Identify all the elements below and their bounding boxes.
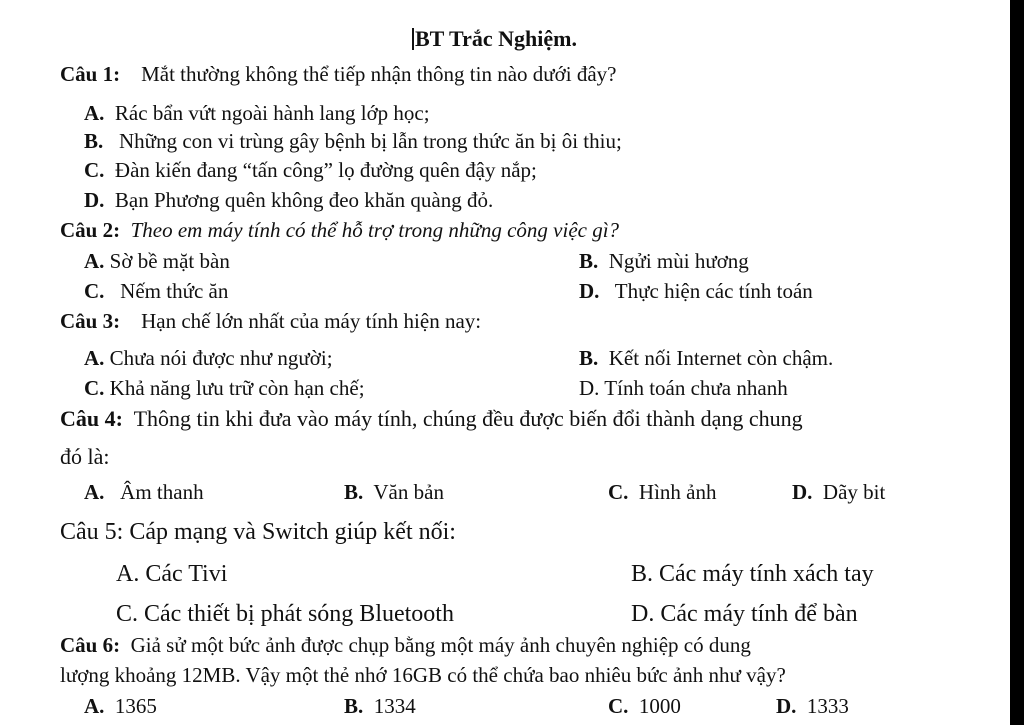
q3-option-b (579, 346, 833, 370)
document-title (412, 27, 577, 51)
question-6 (60, 633, 751, 657)
q5-option-c: C. Các thiết bị phát sóng Bluetooth (116, 601, 454, 627)
question-1-text: Mắt thường không thể tiếp nhận thông tin nào dưới đây? (141, 62, 617, 86)
option-text: Hình ảnh (638, 480, 717, 504)
option-text: D. Tính toán chưa nhanh (579, 376, 788, 400)
option-text: Khả năng lưu trữ còn hạn chế; (109, 376, 365, 400)
q2-option-b (579, 249, 749, 273)
option-letter: D. (776, 694, 797, 718)
option-text: Nếm thức ăn (120, 279, 229, 303)
question-3 (60, 309, 481, 333)
option-letter: C. (84, 158, 105, 182)
q5-option-a: A. Các Tivi (116, 561, 228, 587)
q6-option-c (608, 694, 681, 718)
question-6-line2: lượng khoảng 12MB. Vậy một thẻ nhớ 16GB có thể chứa bao nhiêu bức ảnh như vậy? (60, 663, 786, 687)
q2-option-a (84, 249, 230, 273)
option-letter: C. (608, 480, 629, 504)
option-text: Bạn Phương quên không đeo khăn quàng đỏ. (114, 188, 494, 212)
option-text: Kết nối Internet còn chậm. (608, 346, 834, 370)
q4-option-b (344, 480, 444, 504)
option-letter: B. (344, 694, 364, 718)
question-5: Câu 5: Cáp mạng và Switch giúp kết nối: (60, 519, 456, 545)
question-1 (60, 62, 617, 86)
option-letter: D. (579, 279, 600, 303)
question-4-label: Câu 4: (60, 406, 123, 431)
option-letter: A. (84, 101, 105, 125)
question-2-text: Theo em máy tính có thể hỗ trợ trong những công việc gì? (130, 218, 620, 242)
option-letter: B. (84, 129, 104, 153)
option-letter: D. (792, 480, 813, 504)
option-letter: C. (608, 694, 629, 718)
q6-option-d (776, 694, 849, 718)
question-6-text-line1: Giả sử một bức ảnh được chụp bằng một máy ảnh chuyên nghiệp có dung (130, 633, 751, 657)
option-letter: A. (84, 694, 105, 718)
q1-option-d (84, 188, 493, 212)
q1-option-a (84, 101, 430, 125)
question-2 (60, 218, 619, 242)
q4-option-d (792, 480, 885, 504)
q5-option-b: B. Các máy tính xách tay (631, 561, 874, 587)
question-6-label: Câu 6: (60, 633, 121, 657)
option-letter: C. (84, 279, 105, 303)
text-cursor (412, 28, 414, 50)
question-4-text-line1: Thông tin khi đưa vào máy tính, chúng đều được biến đổi thành dạng chung (133, 406, 803, 431)
q2-option-d (579, 279, 813, 303)
option-text: Thực hiện các tính toán (614, 279, 813, 303)
option-text: Dãy bit (822, 480, 886, 504)
q1-option-b (84, 129, 622, 153)
option-text: Rác bẩn vứt ngoài hành lang lớp học; (114, 101, 430, 125)
option-text: Ngửi mùi hương (608, 249, 749, 273)
q1-option-c (84, 158, 537, 182)
q3-option-d (579, 376, 788, 400)
option-letter: B. (579, 249, 599, 273)
option-letter: B. (579, 346, 599, 370)
option-letter: A. (84, 249, 105, 273)
option-text: Âm thanh (120, 480, 204, 504)
question-4 (60, 407, 803, 431)
option-text: Văn bản (373, 480, 444, 504)
question-3-label: Câu 3: (60, 309, 121, 333)
q3-option-c (84, 376, 365, 400)
option-text: 1333 (806, 694, 849, 718)
question-1-label: Câu 1: (60, 62, 121, 86)
option-text: Sờ bề mặt bàn (109, 249, 230, 273)
q4-option-c (608, 480, 717, 504)
option-text: 1365 (114, 694, 157, 718)
option-letter: D. (84, 188, 105, 212)
q5-option-d: D. Các máy tính để bàn (631, 601, 858, 627)
option-text: 1334 (373, 694, 416, 718)
option-text: Chưa nói được như người; (109, 346, 333, 370)
option-letter: B. (344, 480, 364, 504)
question-2-label: Câu 2: (60, 218, 121, 242)
option-letter: C. (84, 376, 105, 400)
option-text: Đàn kiến đang “tấn công” lọ đường quên đậy nắp; (114, 158, 537, 182)
option-text: 1000 (638, 694, 681, 718)
option-text: Những con vi trùng gây bệnh bị lẫn trong thức ăn bị ôi thiu; (119, 129, 622, 153)
question-4-line2: đó là: (60, 444, 110, 469)
option-letter: A. (84, 480, 105, 504)
q2-option-c (84, 279, 228, 303)
q6-option-b (344, 694, 416, 718)
title-text: BT Trắc Nghiệm. (415, 26, 577, 51)
option-letter: A. (84, 346, 105, 370)
q4-option-a (84, 480, 204, 504)
question-3-text: Hạn chế lớn nhất của máy tính hiện nay: (141, 309, 482, 333)
q3-option-a (84, 346, 333, 370)
right-edge-bar (1010, 0, 1024, 725)
q6-option-a (84, 694, 157, 718)
